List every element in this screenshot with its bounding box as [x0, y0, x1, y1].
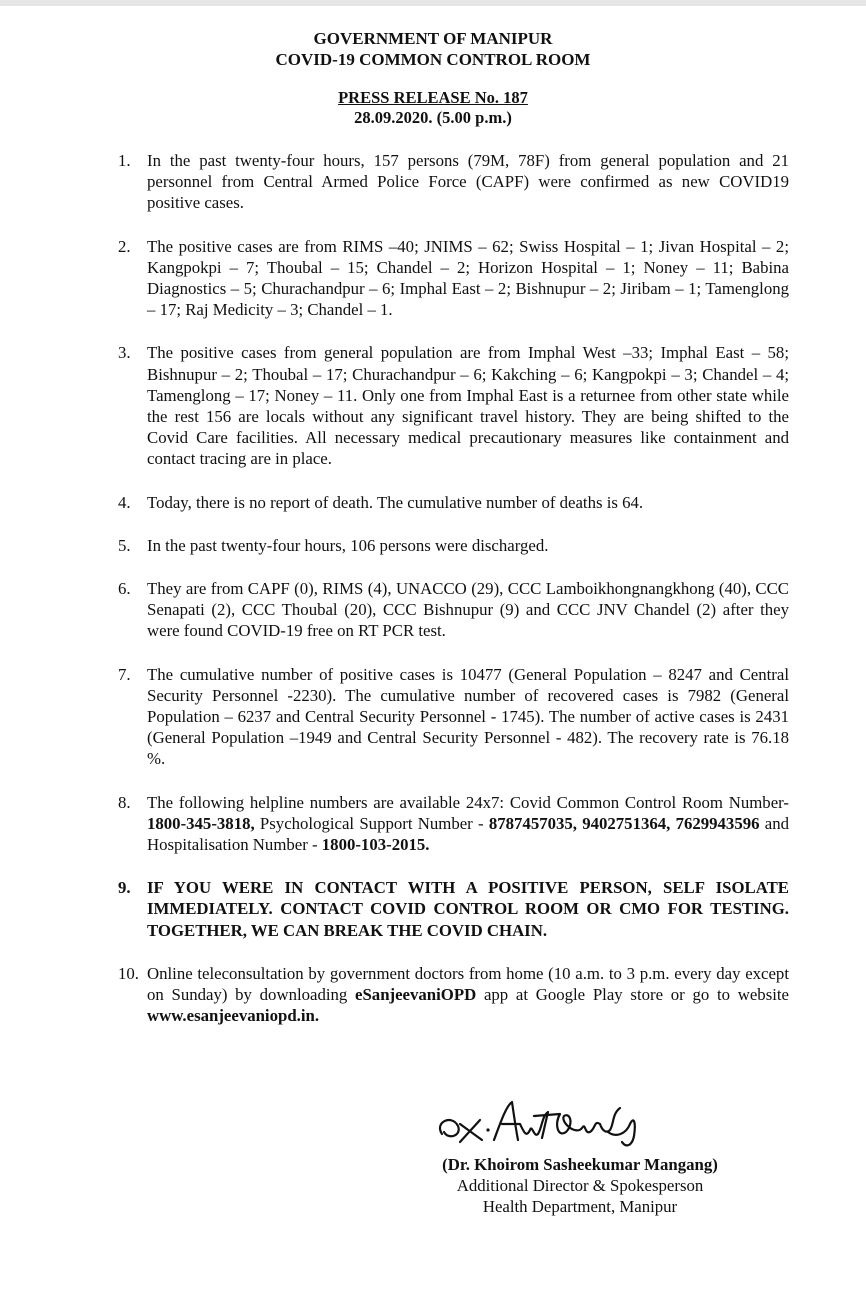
list-item [0, 578, 866, 642]
helpline-intro: The following helpline numbers are available 24x7: Covid Common Control Room Number- [147, 792, 789, 812]
item-number: 8. [118, 792, 131, 812]
handwritten-signature [430, 1094, 670, 1154]
release-items [0, 150, 866, 1027]
signatory-designation: Additional Director & Spokesperson [456, 1176, 704, 1195]
teleconsult-intro: Online teleconsultation by government doctors from home (10 a.m. to 3 p.m. every day except on Sunday) by downloading [147, 963, 789, 1005]
item-text: The cumulative number of positive cases is 10477 (General Population – 8247 and Central Security Personnel -2230). The cumulative number of recovered cases is 7982 (General Population – 6237 and Central Security Personnel - 1745). The number of active cases is 2431 (General Population –1949 and Central Security Personnel - 482). The recovery rate is 76.18 %. [147, 664, 789, 769]
item-text: In the past twenty-four hours, 106 persons were discharged. [147, 535, 549, 555]
signatory-department: Health Department, Manipur [482, 1197, 678, 1216]
item-number: 7. [118, 664, 131, 684]
release-heading [0, 88, 866, 128]
list-item [0, 236, 866, 321]
item-number: 10. [118, 963, 139, 983]
app-name: eSanjeevaniOPD [355, 985, 477, 1005]
psych-support-numbers: 8787457035, 9402751364, 7629943596 [488, 813, 760, 833]
list-item [0, 664, 866, 770]
item-text [147, 793, 789, 854]
item-number: 6. [118, 579, 131, 599]
psych-support-label: Psychological Support Number - [254, 813, 489, 833]
release-title: PRESS RELEASE No. 187 [338, 88, 528, 107]
release-date: 28.09.2020. (5.00 p.m.) [354, 108, 512, 127]
item-text: They are from CAPF (0), RIMS (4), UNACCO (29), CCC Lamboikhongnangkhong (40), CCC Senapati (2), CCC Thoubal (20), CCC Bishnupur (9) and CCC JNV Chandel (2) after they were found COVID-19 free on RT PCR test. [147, 579, 789, 641]
hospitalisation-label: and Hospitalisation Number - [147, 813, 789, 855]
teleconsult-mid: app at Google Play store or go to website [476, 985, 789, 1005]
control-room-number: 1800-345-3818, [147, 813, 255, 833]
item-number: 2. [118, 236, 131, 256]
list-item [0, 535, 866, 556]
website-link: www.esanjeevaniopd.in. [147, 1006, 320, 1026]
government-title: GOVERNMENT OF MANIPUR [313, 29, 553, 48]
item-text [147, 964, 789, 1025]
list-item [0, 342, 866, 469]
item-text: IF YOU WERE IN CONTACT WITH A POSITIVE PERSON, SELF ISOLATE IMMEDIATELY. CONTACT COVID CONTROL ROOM OR CMO FOR TESTING. TOGETHER, WE CAN BREAK THE COVID CHAIN. [147, 878, 789, 940]
press-release-page [0, 28, 866, 1302]
list-item [0, 877, 866, 941]
letterhead [0, 28, 866, 70]
item-number: 5. [118, 535, 131, 555]
item-number: 4. [118, 492, 131, 512]
list-item [0, 792, 866, 856]
item-number: 3. [118, 343, 131, 363]
control-room-title: COVID-19 COMMON CONTROL ROOM [275, 50, 591, 69]
top-bar [0, 0, 866, 6]
list-item [0, 150, 866, 214]
list-item [0, 492, 866, 513]
item-text: In the past twenty-four hours, 157 persons (79M, 78F) from general population and 21 personnel from Central Armed Police Force (CAPF) were confirmed as new COVID19 positive cases. [147, 151, 789, 213]
signatory-name: (Dr. Khoirom Sasheekumar Mangang) [442, 1155, 718, 1174]
item-number: 9. [118, 878, 131, 898]
hospitalisation-number: 1800-103-2015. [321, 835, 430, 855]
item-text: The positive cases from general population are from Imphal West –33; Imphal East – 58; Bishnupur – 2; Thoubal – 17; Churachandpur – 6; Kakching – 6; Kangpokpi – 3; Chandel – 4; Tamenglong – 17; Noney – 11. Only one from Imphal East is a returnee from other state while the rest 156 are locals without any significant travel history. They are being shifted to the Covid Care facilities. All necessary medical precautionary measures like containment and contact tracing are in place. [147, 343, 789, 469]
item-text: The positive cases are from RIMS –40; JNIMS – 62; Swiss Hospital – 1; Jivan Hospital – 2; Kangpokpi – 7; Thoubal – 15; Chandel – 2; Horizon Hospital – 1; Noney – 11; Babina Diagnostics – 5; Churachandpur – 6; Imphal East – 2; Bishnupur – 2; Jiribam – 1; Tamenglong – 17; Raj Medicity – 3; Chandel – 1. [147, 236, 789, 320]
item-text: Today, there is no report of death. The cumulative number of deaths is 64. [147, 492, 644, 512]
item-number: 1. [118, 151, 131, 170]
signature-block [390, 1154, 770, 1217]
list-item [0, 963, 866, 1027]
